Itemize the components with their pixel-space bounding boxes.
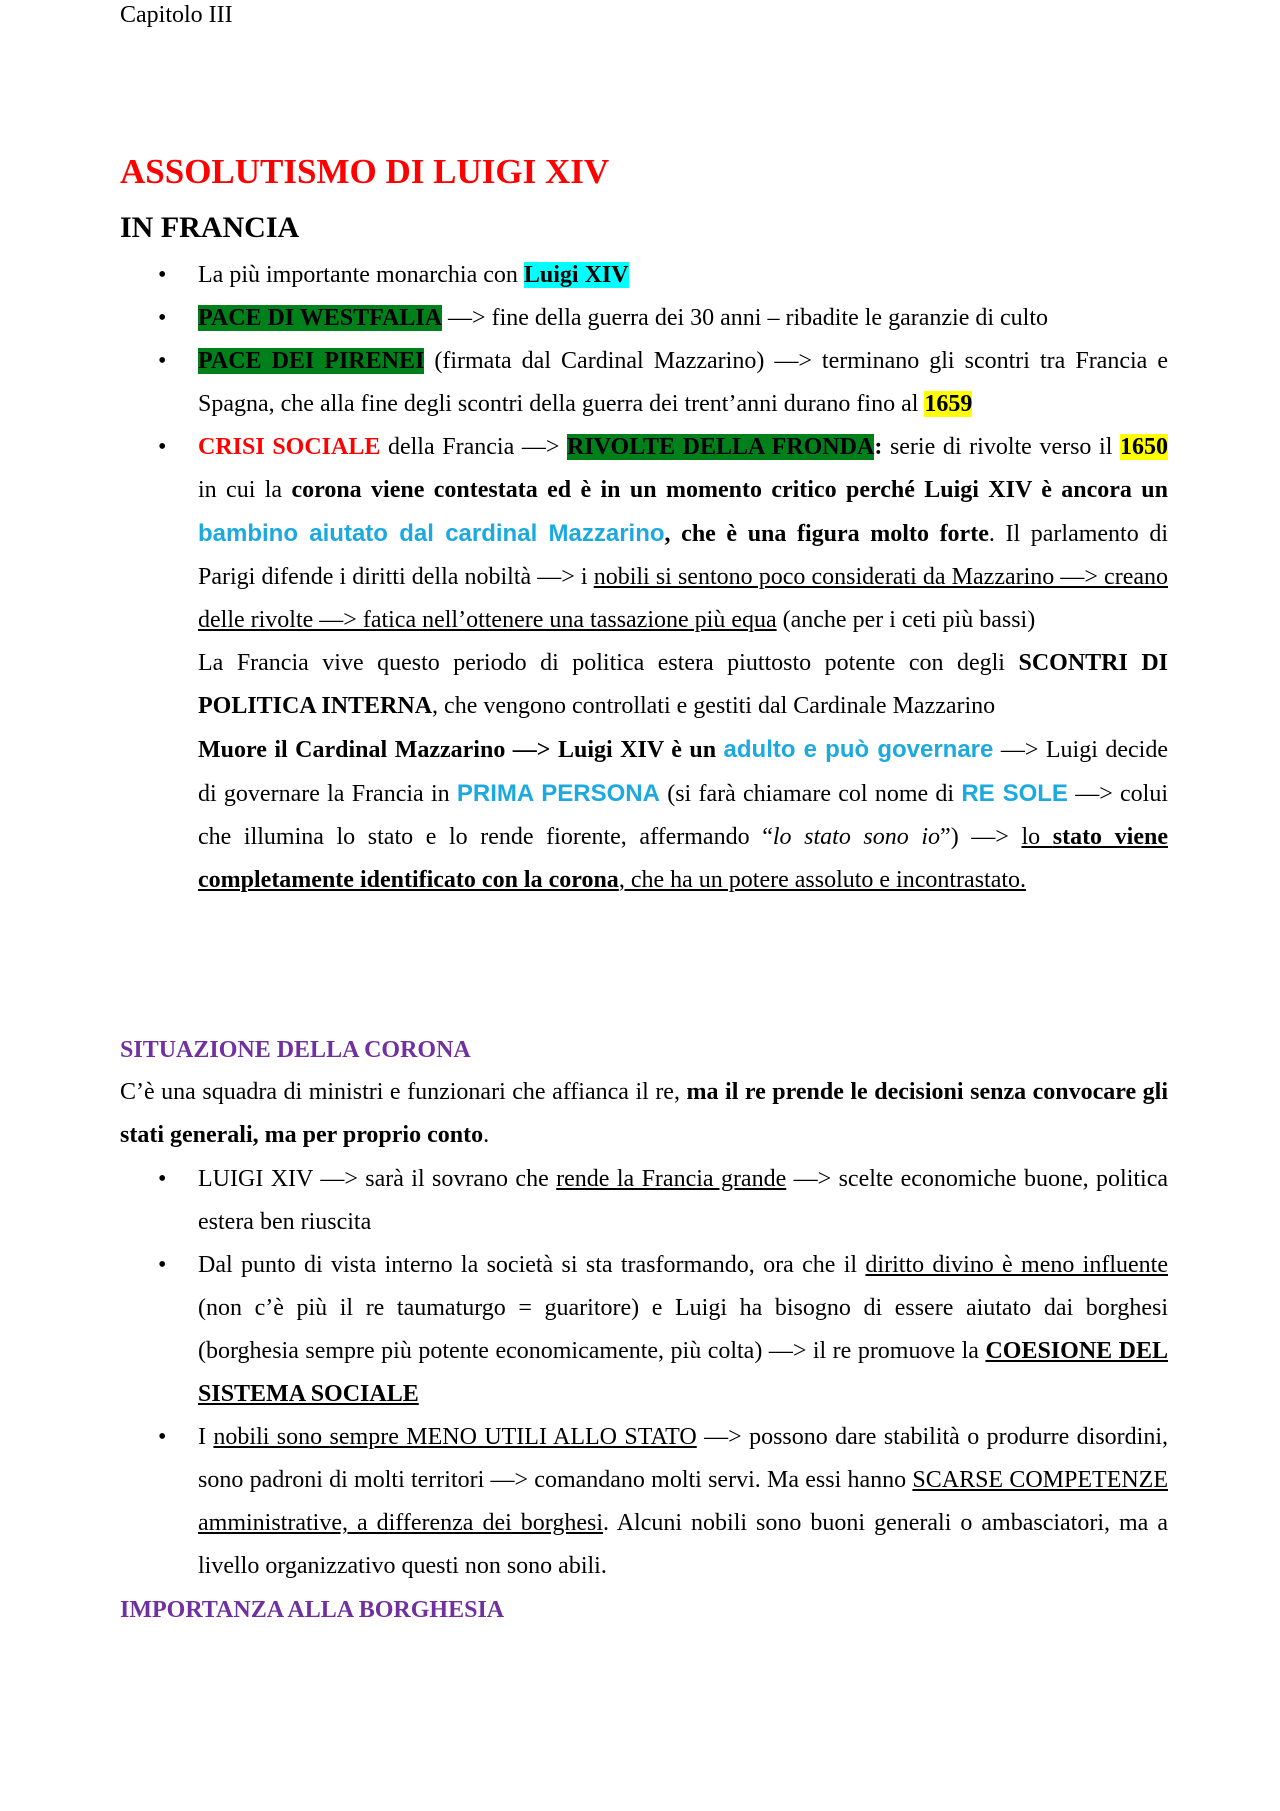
blue-term-adulto: adulto e può governare xyxy=(723,736,994,763)
highlight-westfalia: PACE DI WESTFALIA xyxy=(198,305,443,331)
section-heading-corona: SITUAZIONE DELLA CORONA xyxy=(120,1037,471,1063)
blue-term-prima-persona: PRIMA PERSONA xyxy=(456,780,660,807)
highlight-pirenei: PACE DEI PIRENEI xyxy=(198,348,425,374)
highlight-fronda: RIVOLTE DELLA FRONDA xyxy=(567,434,875,460)
highlight-1659: 1659 xyxy=(924,391,973,417)
list-item: • La più importante monarchia con Luigi XIV xyxy=(120,254,1168,297)
blue-term-bambino: bambino aiutato dal cardinal Mazzarino xyxy=(198,520,665,547)
highlight-luigi: Luigi XIV xyxy=(523,262,629,288)
list-item: • PACE DI WESTFALIA —> fine della guerra dei 30 anni – ribadite le garanzie di culto xyxy=(120,297,1168,340)
red-term-crisi: CRISI SOCIALE xyxy=(198,434,381,460)
list-item: • CRISI SOCIALE della Francia —> RIVOLTE DELLA FRONDA: serie di rivolte verso il 1650 in cui la corona viene contestata ed è in un momento critico perché Luigi XIV è ancora un bambino aiutato dal cardinal Mazzarino, che è una figura molto forte. Il parlamento di Parigi difende i diritti della nobiltà —> i nobili si sentono poco considerati da Mazzarino —> creano delle rivolte —> fatica nell’ottenere una tassazione più equa (anche per i ceti più bassi) xyxy=(120,426,1168,642)
list-item: • PACE DEI PIRENEI (firmata dal Cardinal Mazzarino) —> terminano gli scontri tra Francia e Spagna, che alla fine degli scontri della guerra dei trent’anni durano fino al 1659 xyxy=(120,340,1168,426)
bullet-list-francia xyxy=(120,254,1168,902)
blue-term-re-sole: RE SOLE xyxy=(961,780,1068,807)
paragraph-corona: C’è una squadra di ministri e funzionari che affianca il re, ma il re prende le decisioni senza convocare gli stati generali, ma per proprio conto. xyxy=(120,1079,1169,1148)
page-title: ASSOLUTISMO DI LUIGI XIV xyxy=(120,152,610,191)
list-item: • I nobili sono sempre MENO UTILI ALLO STATO —> possono dare stabilità o produrre disordini, sono padroni di molti territori —> comandano molti servi. Ma essi hanno SCARSE COMPETENZE amministrative, a differenza dei borghesi. Alcuni nobili sono buoni generali o ambasciatori, ma a livello organizzativo questi non sono abili. xyxy=(120,1416,1168,1588)
list-item: • Dal punto di vista interno la società si sta trasformando, ora che il diritto divino è meno influente (non c’è più il re taumaturgo = guaritore) e Luigi ha bisogno di essere aiutato dai borghesi (borghesia sempre più potente economicamente, più colta) —> il re promuove la COESIONE DEL SISTEMA SOCIALE xyxy=(120,1244,1168,1416)
section-heading-borghesia: IMPORTANZA ALLA BORGHESIA xyxy=(120,1597,505,1623)
bullet-list-corona xyxy=(120,1158,1168,1588)
list-item: • LUIGI XIV —> sarà il sovrano che rende la Francia grande —> scelte economiche buone, politica estera ben riuscita xyxy=(120,1158,1168,1244)
paragraph-mazzarino: Muore il Cardinal Mazzarino —> Luigi XIV è un adulto e può governare —> Luigi decide di governare la Francia in PRIMA PERSONA (si farà chiamare col nome di RE SOLE —> colui che illumina lo stato e lo rende fiorente, affermando “lo stato sono io”) —> lo stato viene completamente identificato con la corona, che ha un potere assoluto e incontrastato. xyxy=(198,736,1169,893)
highlight-1650: 1650 xyxy=(1120,434,1169,460)
paragraph-politica: La Francia vive questo periodo di politica estera piuttosto potente con degli SCONTRI DI POLITICA INTERNA, che vengono controllati e gestiti dal Cardinale Mazzarino xyxy=(198,650,1168,719)
page-header: Capitolo III xyxy=(120,2,233,28)
page-subtitle: IN FRANCIA xyxy=(120,211,300,244)
